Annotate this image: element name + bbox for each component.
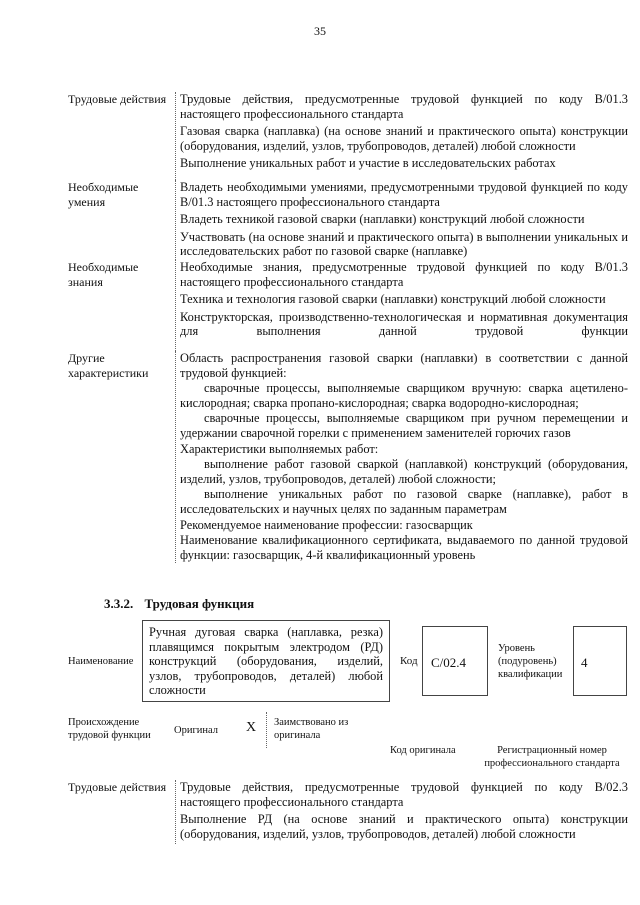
row-skills — [68, 180, 628, 260]
cell-text: Трудовые действия, предусмотренные трудовой функцией по коду В/02.3 настоящего профессионального стандарта — [180, 780, 628, 809]
cell-text: Конструкторская, производственно-технологическая и нормативная документация для выполнения данной трудовой функции — [180, 309, 628, 339]
function-name: Ручная дуговая сварка (наплавка, резка) плавящимся покрытым электродом (РД) конструкций (оборудования, изделий, узлов, трубопроводов, деталей) любой сложности — [149, 625, 383, 698]
cell-text: Выполнение уникальных работ и участие в исследовательских работах — [180, 156, 556, 171]
divider — [266, 712, 268, 748]
borrowed-label: Заимствовано из оригинала — [274, 717, 349, 741]
row-knowledge — [68, 260, 628, 351]
section-title: Трудовая функция — [144, 596, 255, 611]
cell-text: Техника и технология газовой сварки (наплавки) конструкций любой сложности — [180, 292, 606, 307]
reg-number-label: Регистрационный номер профессионального стандарта — [484, 745, 620, 769]
cell-text: Рекомендуемое наименование профессии: газосварщик — [180, 517, 473, 532]
cell-text: Владеть необходимыми умениями, предусмотренными трудовой функцией по коду В/01.3 настоящего профессионального стандарта — [180, 180, 628, 209]
row-content — [175, 92, 628, 180]
cell-text: Наименование квалификационного сертификата, выдаваемого по данной трудовой функции: газосварщик, 4-й квалификационный уровень — [180, 533, 628, 562]
cell-text: Участвовать (на основе знаний и практического опыта) в выполнении уникальных и исследовательских работ по газовой сварке (наплавке) — [180, 229, 628, 259]
row-label: Необходимые знания — [68, 260, 139, 289]
section-number: 3.3.2. — [104, 596, 134, 611]
row-content — [175, 260, 628, 351]
row-content — [175, 351, 628, 563]
section-heading — [104, 596, 254, 612]
name-label: Наименование — [68, 656, 134, 667]
cell-text: Трудовые действия, предусмотренные трудовой функцией по коду В/01.3 настоящего профессионального стандарта — [180, 92, 628, 121]
cell-text: выполнение уникальных работ по газовой сварке (наплавке), работ в исследовательских и научных целях по заданным параметрам — [180, 487, 628, 516]
cell-text: сварочные процессы, выполняемые сварщиком вручную: сварка ацетилено-кислородная; сварка пропано-кислородная; сварка водородно-кислородная; — [180, 381, 628, 410]
row-content — [175, 780, 628, 844]
cell-text: Газовая сварка (наплавка) (на основе знаний и практического опыта) конструкции (оборудования, изделий, узлов, трубопроводов, деталей) любой сложности — [180, 124, 628, 153]
original-mark: X — [246, 720, 257, 735]
function-name-box — [142, 620, 390, 702]
top-table — [68, 92, 628, 563]
code-original-label: Код оригинала — [390, 745, 456, 756]
origin-label: Происхождение трудовой функции — [68, 717, 151, 741]
code-label: Код — [400, 655, 418, 667]
cell-text: Характеристики выполняемых работ: — [180, 441, 379, 456]
row-label: Трудовые действия — [68, 780, 167, 794]
level-box — [573, 626, 627, 696]
row-content — [175, 180, 628, 260]
cell-text: Необходимые знания, предусмотренные трудовой функцией по коду В/01.3 настоящего профессионального стандарта — [180, 260, 628, 289]
row-label: Трудовые действия — [68, 92, 167, 106]
cell-text: Владеть техникой газовой сварки (наплавки) конструкций любой сложности — [180, 212, 585, 227]
row-other — [68, 351, 628, 563]
cell-text: Область распространения газовой сварки (наплавки) в соответствии с данной трудовой функцией: — [180, 351, 628, 380]
row-label: Другие характеристики — [68, 351, 149, 380]
level-label: Уровень (подуровень) квалификации — [498, 643, 563, 680]
code-box — [422, 626, 488, 696]
row-labor-actions — [68, 780, 628, 844]
page-number: 35 — [314, 24, 326, 38]
row-label: Необходимые умения — [68, 180, 139, 209]
cell-text: сварочные процессы, выполняемые сварщиком при ручном перемещении и удержании сварочной горелки с применением заменителей горючих газов — [180, 411, 628, 440]
bottom-table — [68, 780, 628, 844]
code-value: C/02.4 — [431, 655, 467, 670]
level-value: 4 — [581, 655, 588, 670]
cell-text: Выполнение РД (на основе знаний и практического опыта) конструкции (оборудования, изделий, узлов, трубопроводов, деталей) любой сложности — [180, 812, 628, 841]
original-label: Оригинал — [174, 725, 218, 736]
cell-text: выполнение работ газовой сваркой (наплавкой) конструкций (оборудования, изделий, узлов, трубопроводов, деталей) любой сложности; — [180, 457, 628, 486]
row-labor-actions — [68, 92, 628, 180]
